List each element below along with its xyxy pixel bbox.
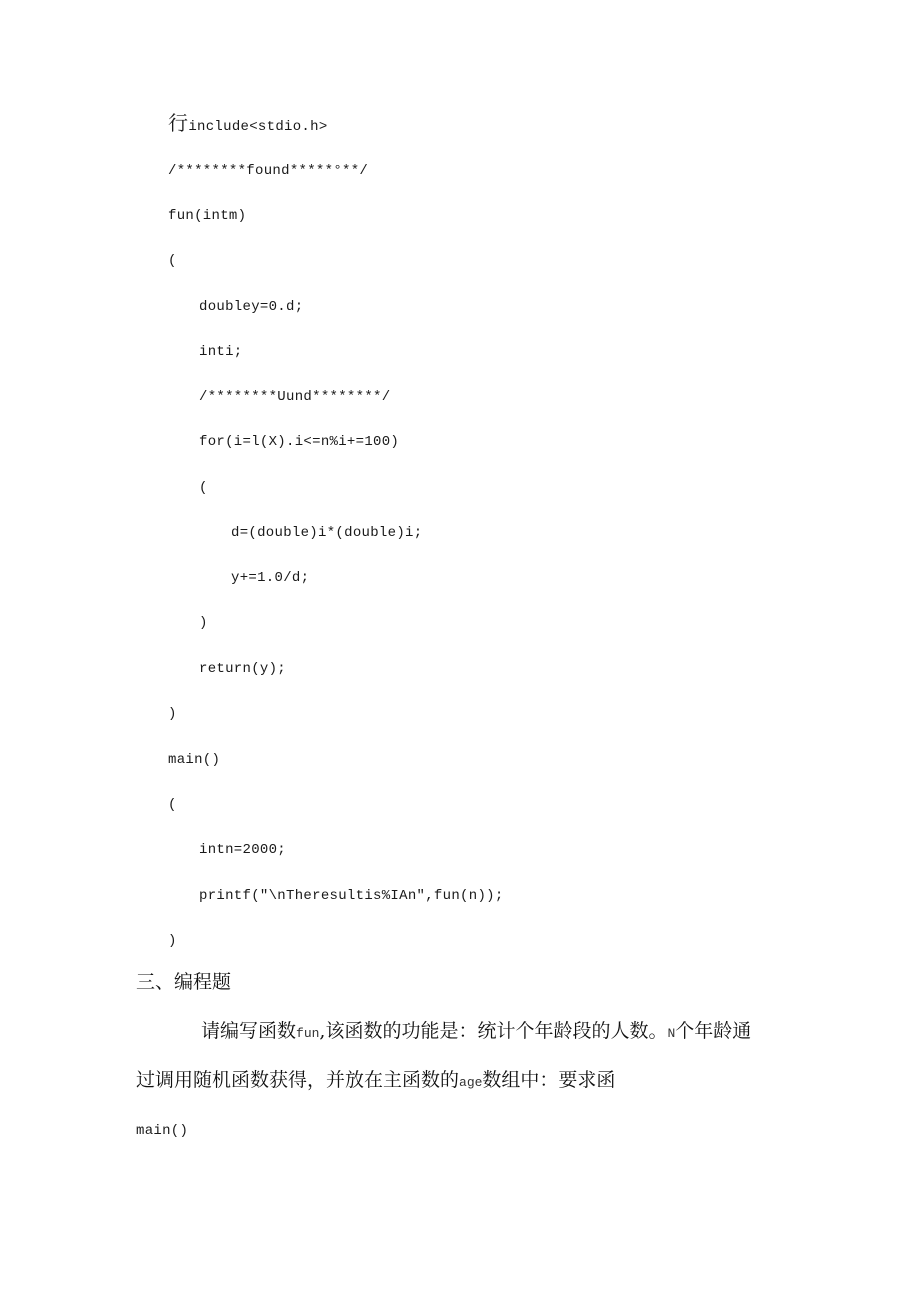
code-line-main-close: ) bbox=[168, 933, 177, 949]
code-line-comment-found-2: /********Uund********/ bbox=[199, 389, 391, 405]
code-line-main-open: ( bbox=[168, 797, 177, 813]
paragraph-line-2: 过调用随机函数获得，并放在主函数的age数组中：要求函 bbox=[136, 1069, 616, 1091]
inline-code-fun: fun bbox=[296, 1026, 320, 1041]
code-line-main: main() bbox=[168, 752, 221, 768]
code-line-for-loop: for(i=l(X).i<=n%i+=100) bbox=[199, 434, 400, 450]
code-line-int-n: intn=2000; bbox=[199, 842, 287, 858]
code-line-int-decl: inti; bbox=[199, 344, 243, 360]
trailing-code-main: main() bbox=[136, 1123, 189, 1139]
paragraph-line-1: 请编写函数fun,该函数的功能是：统计个年龄段的人数。N个年龄通 bbox=[201, 1020, 752, 1042]
section-heading: 三、编程题 bbox=[136, 971, 232, 993]
code-line-close-brace: ) bbox=[168, 706, 177, 722]
code-line-return: return(y); bbox=[199, 661, 287, 677]
code-line-y-accum: y+=1.0/d; bbox=[231, 570, 310, 586]
code-line-include: 行include<stdio.h> bbox=[168, 111, 328, 135]
code-line-double-decl: doubley=0.d; bbox=[199, 299, 304, 315]
code-line-loop-close: ) bbox=[199, 615, 208, 631]
code-line-printf: printf("\nTheresultis%IAn",fun(n)); bbox=[199, 888, 504, 904]
code-line-loop-open: ( bbox=[199, 480, 208, 496]
inline-code-n: N bbox=[667, 1026, 676, 1041]
inline-code-age: age bbox=[459, 1075, 483, 1090]
code-line-fun-signature: fun(intm) bbox=[168, 208, 247, 224]
code-line-d-assign: d=(double)i*(double)i; bbox=[231, 525, 423, 541]
line-prefix-char: 行 bbox=[168, 111, 189, 135]
code-line-open-brace: ( bbox=[168, 253, 177, 269]
code-line-comment-found: /********found*****°**/ bbox=[168, 163, 369, 179]
